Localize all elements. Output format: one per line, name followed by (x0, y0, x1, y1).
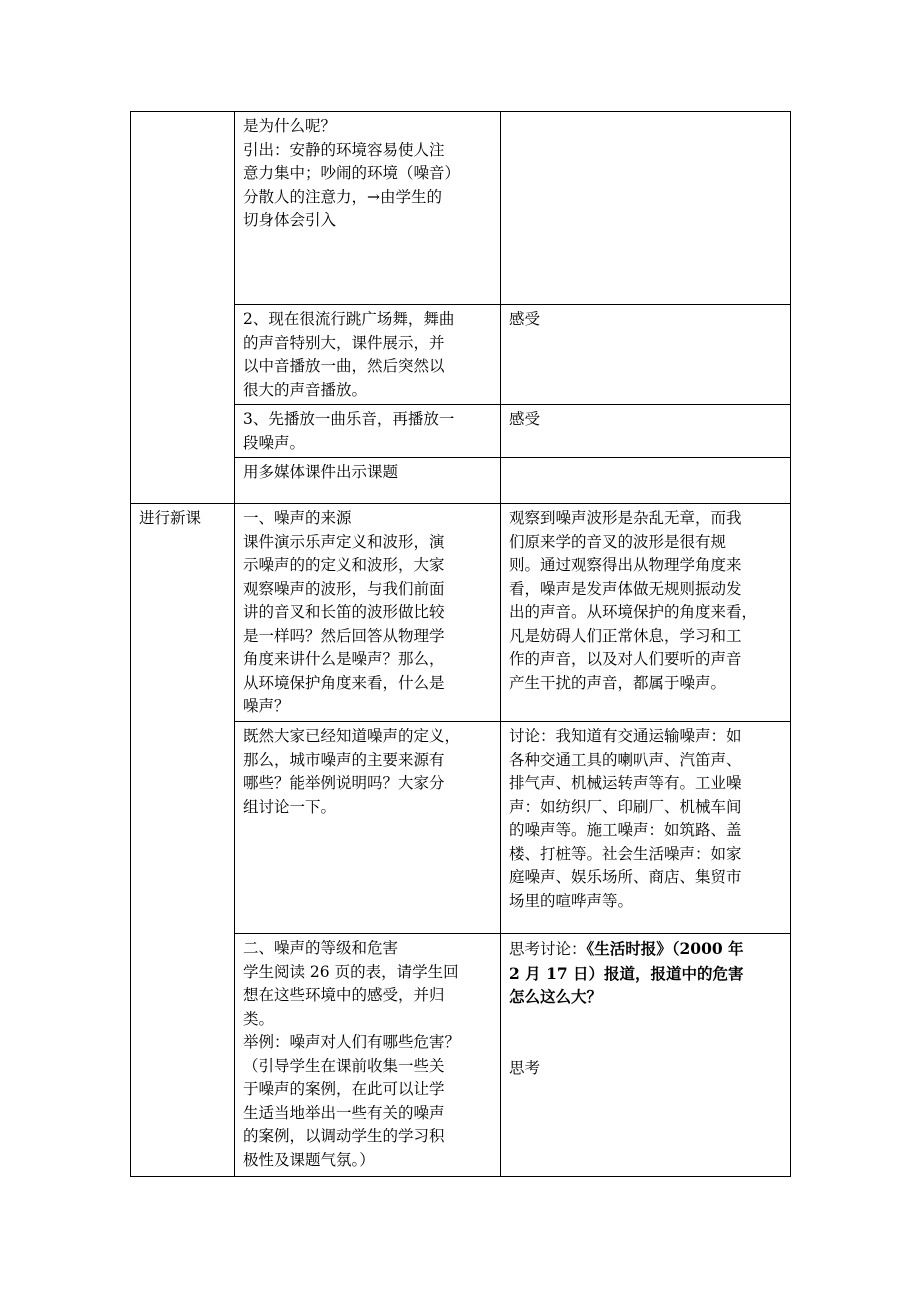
cell-line: 作的声音，以及对人们要听的声音 (509, 650, 742, 668)
teacher-activity-cell (235, 934, 501, 1177)
cell-line: 组讨论一下。 (243, 797, 337, 816)
cell-line: 既然大家已经知道噪声的定义， (243, 727, 461, 745)
teacher-activity-cell (235, 112, 501, 305)
cell-line: 的噪声等。施工噪声：如筑路、盖 (509, 821, 742, 839)
cell-line: 想在这些环境中的感受，并归 (243, 986, 445, 1004)
cell-line: 课件演示乐声定义和波形，演 (243, 532, 445, 551)
cell-line: （引导学生在课前收集一些关 (243, 1056, 445, 1075)
cell-line: 观察噪声的波形，与我们前面 (243, 579, 445, 598)
cell-line: 哪些？能举例说明吗？大家分 (243, 774, 445, 792)
table-row (131, 112, 791, 305)
discussion-intro: 思考讨论： (509, 940, 587, 958)
cell-line: 极性及课题气氛。） (243, 1150, 375, 1169)
cell-line: 感受 (509, 310, 541, 328)
cell-line: 看，噪声是发声体做无规则振动发 (509, 579, 742, 598)
cell-line: 角度来讲什么是噪声？那么， (243, 650, 445, 668)
spacer (509, 1009, 782, 1033)
cell-line: 2 月 17 日）报道，报道中的危害 (509, 963, 744, 983)
cell-line: 从环境保护角度来看，什么是 (243, 673, 445, 692)
student-activity-cell (501, 305, 791, 405)
news-citation: 《生活时报》（2000 年 (586, 939, 744, 958)
cell-line: 凡是妨碍人们正常休息，学习和工 (509, 626, 742, 645)
cell-line: 庭噪声、娱乐场所、商店、集贸市 (509, 868, 742, 886)
cell-line: 切身体会引入 (243, 211, 337, 229)
cell-line: 是为什么呢？ (243, 117, 337, 135)
teacher-activity-cell (235, 405, 501, 458)
cell-line: 生适当地举出一些有关的噪声 (243, 1103, 445, 1122)
cell-line: 那么，城市噪声的主要来源有 (243, 750, 445, 769)
teacher-activity-cell (235, 458, 501, 504)
cell-line: 分散人的注意力，→由学生的 (243, 187, 442, 206)
spacer (509, 1033, 782, 1057)
cell-line: 意力集中；吵闹的环境（噪音） (243, 164, 461, 182)
student-activity-cell (501, 504, 791, 722)
table-row (131, 504, 791, 722)
cell-line: 举例：噪声对人们有哪些危害？ (243, 1033, 461, 1051)
cell-line: 用多媒体课件出示课题 (243, 463, 399, 481)
stage-cell (131, 504, 235, 1177)
teacher-activity-cell (235, 305, 501, 405)
cell-line: 声：如纺织厂、印刷厂、机械车间 (509, 797, 742, 816)
cell-line: 噪声？ (243, 697, 290, 715)
student-activity-cell (501, 112, 791, 305)
cell-line: 讲的音叉和长笛的波形做比较 (243, 603, 445, 621)
cell-line: 感受 (509, 410, 541, 428)
cell-line: 产生干扰的声音，都属于噪声。 (509, 673, 727, 692)
cell-line: 则。通过观察得出从物理学角度来 (509, 556, 742, 574)
student-activity-cell (501, 934, 791, 1177)
cell-line: 引出：安静的环境容易使人注 (243, 140, 445, 159)
cell-line: 学生阅读 26 页的表，请学生回 (243, 962, 459, 981)
cell-line: 排气声、机械运转声等有。工业噪 (509, 774, 742, 792)
stage-label: 进行新课 (139, 509, 202, 527)
student-activity-cell (501, 722, 791, 934)
cell-line: 怎么这么大？ (509, 987, 603, 1006)
stage-cell (131, 112, 235, 504)
cell-line: 段噪声。 (243, 433, 306, 452)
cell-line: 一、噪声的来源 (243, 509, 352, 527)
cell-line: 讨论：我知道有交通运输噪声：如 (509, 727, 742, 745)
cell-line: 各种交通工具的喇叭声、汽笛声、 (509, 750, 742, 769)
cell-line: 的案例，以调动学生的学习积 (243, 1127, 445, 1145)
cell-line: 示噪声的的定义和波形，大家 (243, 556, 445, 574)
teacher-activity-cell (235, 722, 501, 934)
cell-line: 很大的声音播放。 (243, 380, 368, 399)
cell-line (509, 937, 782, 962)
lesson-plan-table (130, 111, 791, 1177)
cell-line: 以中音播放一曲，然后突然以 (243, 357, 445, 375)
cell-line: 类。 (243, 1009, 275, 1028)
cell-line: 是一样吗？然后回答从物理学 (243, 626, 445, 645)
cell-line: 2、现在很流行跳广场舞，舞曲 (243, 310, 455, 328)
student-activity-cell (501, 405, 791, 458)
cell-line: 楼、打桩等。社会生活噪声：如家 (509, 844, 742, 863)
cell-line: 观察到噪声波形是杂乱无章，而我 (509, 509, 742, 527)
cell-line: 二、噪声的等级和危害 (243, 939, 399, 957)
cell-line: 场里的喧哗声等。 (509, 891, 634, 910)
cell-line: 们原来学的音叉的波形是很有规 (509, 532, 727, 551)
cell-line: 的声音特别大，课件展示，并 (243, 333, 445, 352)
teacher-activity-cell (235, 504, 501, 722)
cell-line: 出的声音。从环境保护的角度来看， (509, 603, 758, 621)
cell-line: 思考 (509, 1058, 541, 1077)
student-activity-cell (501, 458, 791, 504)
cell-line: 3、先播放一曲乐音，再播放一 (243, 410, 455, 428)
cell-line: 于噪声的案例，在此可以让学 (243, 1080, 445, 1098)
